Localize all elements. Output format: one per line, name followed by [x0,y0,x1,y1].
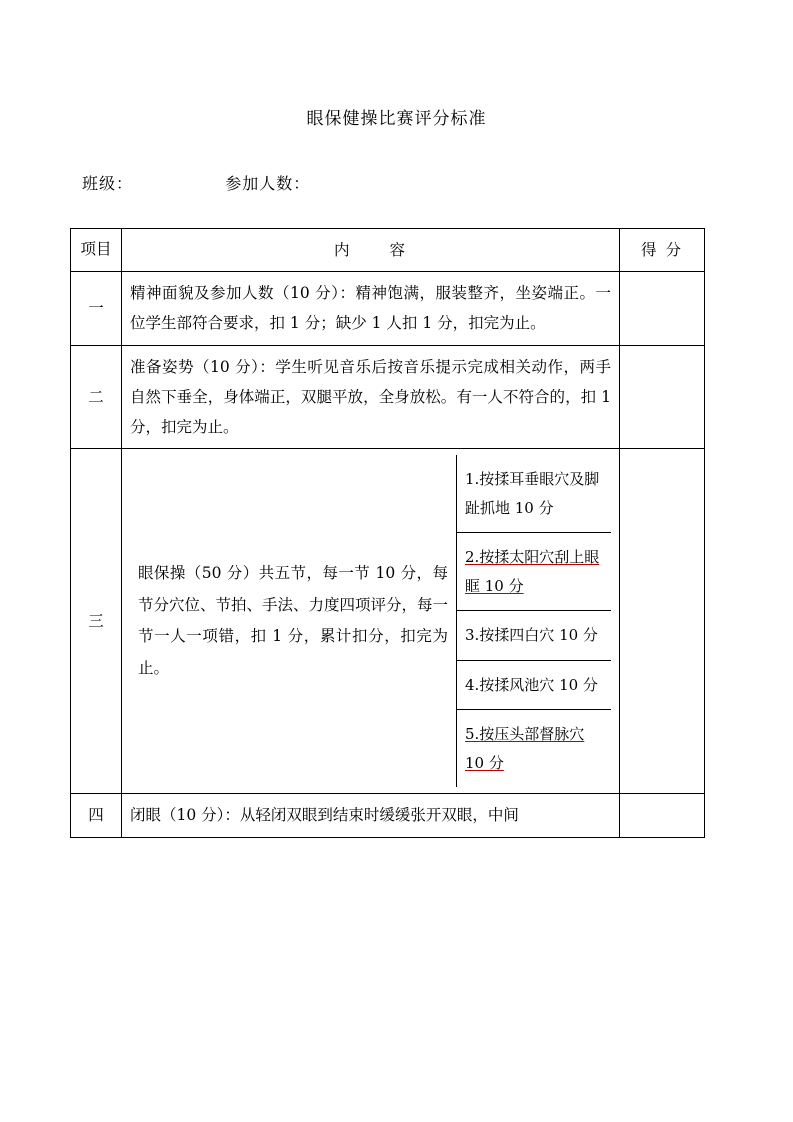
score-table [70,228,705,838]
header-score [620,229,705,272]
header-content [122,229,620,272]
subitem-4-text: 4.按揉风池穴 10 分 [465,675,598,694]
row-score-2[interactable] [620,345,705,449]
page-title: 眼保健操比赛评分标准 [306,109,487,129]
row-score-4[interactable] [620,794,705,837]
subitem-4 [457,660,612,710]
participants-label: 参加人数： [225,174,311,193]
subitem-2-text: 2.按揉太阳穴刮上眼眶 10 分 [465,548,600,595]
header-score-label: 得 分 [641,241,683,259]
subitem-row [130,455,611,533]
header-item [71,229,122,272]
subitem-2 [457,533,612,611]
row-content-3 [122,449,620,794]
class-label: 班级： [82,174,134,193]
header-content-part2: 容 [389,241,408,259]
subitem-table [130,455,611,787]
subitem-5 [457,710,612,788]
row-description-3: 眼保操（50 分）共五节，每一节 10 分，每节分穴位、节拍、手法、力度四项评分，每一节一人一项错，扣 1 分，累计扣分，扣完为止。 [130,455,457,787]
row-content-2: 准备姿势（10 分）：学生听见音乐后按音乐提示完成相关动作，两手自然下垂全，身体端正，双腿平放，全身放松。有一人不符合的，扣 1 分，扣完为止。 [122,345,620,449]
row-item-2: 二 [71,345,122,449]
subitem-5-text: 5.按压头部督脉穴 10 分 [465,725,585,772]
row-item-3: 三 [71,449,122,794]
subitem-1-text: 1.按揉耳垂眼穴及脚趾抓地 10 分 [465,470,600,517]
header-content-part1: 内 [333,241,352,259]
table-header-row [71,229,705,272]
subitem-1 [457,455,612,533]
table-row [71,345,705,449]
meta-line [70,171,723,194]
subitem-3 [457,611,612,661]
table-row [71,794,705,837]
row-item-4: 四 [71,794,122,837]
row-score-1[interactable] [620,272,705,345]
header-item-label: 项目 [80,240,112,259]
table-row [71,272,705,345]
header-content-label [130,235,611,265]
row-content-1: 精神面貌及参加人数（10 分）：精神饱满，服装整齐，坐姿端正。一位学生部符合要求，扣 1 分；缺少 1 人扣 1 分，扣完为止。 [122,272,620,345]
table-row [71,449,705,794]
row-item-1: 一 [71,272,122,345]
row-score-3[interactable] [620,449,705,794]
row-content-4: 闭眼（10 分）：从轻闭双眼到结束时缓缓张开双眼，中间 [122,794,620,837]
subitem-3-text: 3.按揉四白穴 10 分 [465,626,598,645]
